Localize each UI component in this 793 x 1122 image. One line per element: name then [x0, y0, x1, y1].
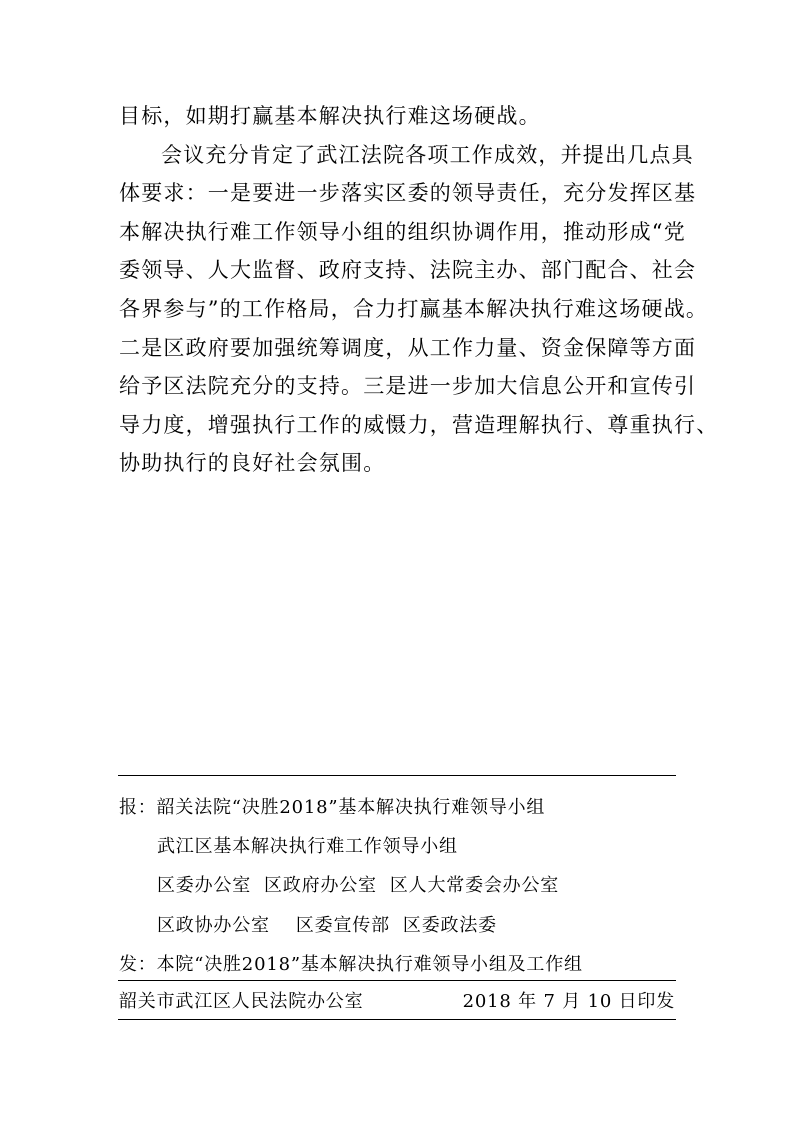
- issue-date: 2018 年 7 月 10 日印发: [462, 991, 675, 1012]
- report-label: 报：: [119, 797, 157, 818]
- body-line: 给予区法院充分的支持。三是进一步加大信息公开和宣传引: [119, 374, 697, 399]
- document-body: [119, 97, 719, 483]
- issuing-footer: [119, 985, 675, 1019]
- body-line: 会议充分肯定了武江法院各项工作成效，并提出几点具: [161, 142, 694, 167]
- send-to-line: [119, 945, 679, 984]
- body-line: 本解决执行难工作领导小组的组织协调作用，推动形成“党: [119, 219, 686, 244]
- body-line: 体要求：一是要进一步落实区委的领导责任，充分发挥区基: [119, 181, 697, 206]
- report-recipient: 区委办公室 区政府办公室 区人大常委会办公室: [157, 875, 560, 897]
- body-line: 二是区政府要加强统筹调度，从工作力量、资金保障等方面: [119, 335, 697, 360]
- report-recipient: 区政协办公室 区委宣传部 区委政法委: [157, 914, 497, 936]
- body-line: 导力度，增强执行工作的威慑力，营造理解执行、尊重执行、: [119, 412, 719, 437]
- footer-top-rule: [118, 980, 676, 981]
- report-recipient: 韶关法院“决胜2018”基本解决执行难领导小组: [156, 797, 546, 818]
- body-line: 目标，如期打赢基本解决执行难这场硬战。: [119, 104, 541, 128]
- body-line: 委领导、人大监督、政府支持、法院主办、部门配合、社会: [119, 258, 697, 283]
- report-recipient: 武江区基本解决执行难工作领导小组: [157, 836, 458, 858]
- footer-bottom-rule: [118, 1019, 676, 1020]
- body-line: 各界参与”的工作格局，合力打赢基本解决执行难这场硬战。: [119, 296, 709, 321]
- send-recipient: 本院“决胜2018”基本解决执行难领导小组及工作组: [156, 953, 583, 975]
- distribution-block: [119, 788, 679, 984]
- send-label: 发：: [119, 953, 157, 975]
- body-line: 协助执行的良好社会氛围。: [119, 451, 386, 476]
- distribution-top-rule: [118, 775, 676, 776]
- report-to-line: [119, 788, 679, 827]
- issuer-name: 韶关市武江区人民法院办公室: [119, 991, 364, 1012]
